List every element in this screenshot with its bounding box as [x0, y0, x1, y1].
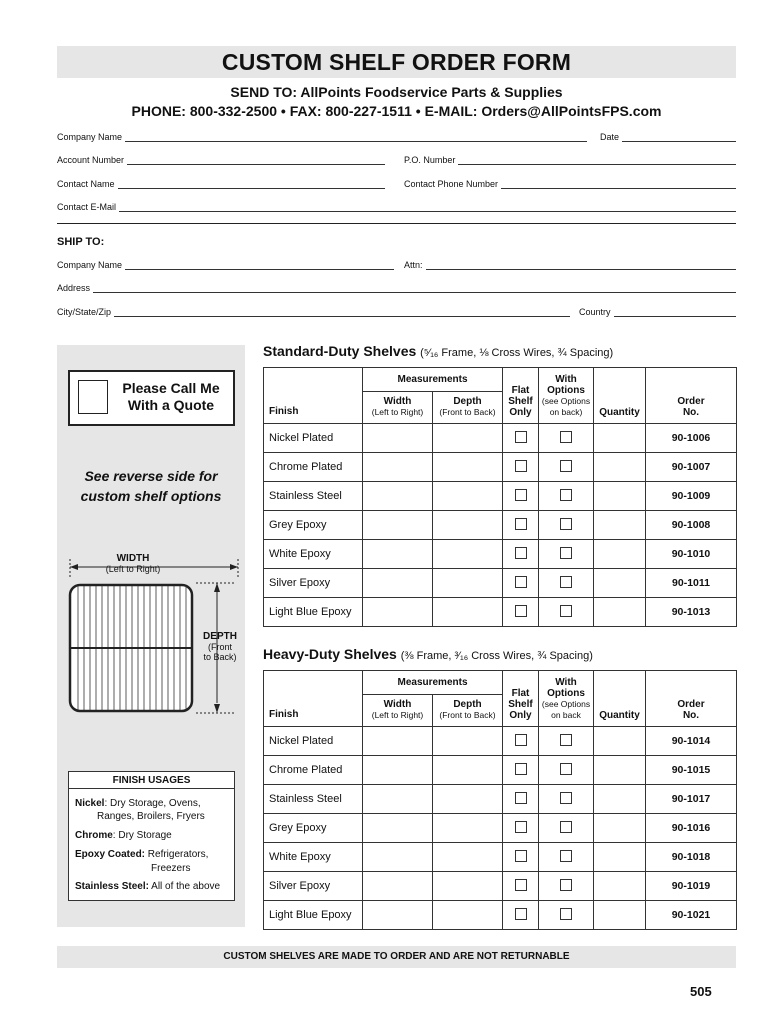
with-options-cell: [539, 540, 594, 569]
city-state-zip-label: City/State/Zip: [57, 307, 112, 317]
depth-cell[interactable]: [433, 872, 503, 901]
col-quantity: Quantity: [594, 368, 646, 424]
flat-shelf-cell: [503, 569, 539, 598]
flat-shelf-checkbox[interactable]: [515, 547, 527, 559]
reverse-line-1: See reverse side for: [84, 468, 218, 484]
depth-sub-label-2: to Back): [203, 652, 237, 662]
quote-line-2: With a Quote: [127, 397, 215, 413]
country-field[interactable]: [579, 305, 736, 317]
contact-email-field[interactable]: [57, 200, 736, 212]
col-order-no: [646, 368, 737, 424]
col-measurements: Measurements: [363, 368, 503, 392]
finish-cell: Light Blue Epoxy: [264, 598, 363, 627]
flat-shelf-checkbox[interactable]: [515, 460, 527, 472]
width-cell[interactable]: [363, 814, 433, 843]
quantity-cell[interactable]: [594, 424, 646, 453]
flat-shelf-checkbox[interactable]: [515, 821, 527, 833]
flat-shelf-checkbox[interactable]: [515, 850, 527, 862]
depth-cell[interactable]: [433, 727, 503, 756]
heavy-duty-title-text: Heavy-Duty Shelves: [263, 646, 397, 662]
quantity-cell[interactable]: [594, 540, 646, 569]
attn-field[interactable]: [404, 258, 736, 270]
address-field[interactable]: [57, 281, 736, 293]
with-options-cell: [539, 785, 594, 814]
col-width-sub: (Left to Right): [371, 710, 424, 720]
col-depth-text: Depth: [453, 699, 482, 710]
table-row: [264, 901, 737, 930]
table-row: [264, 756, 737, 785]
width-sub-label: (Left to Right): [105, 564, 161, 574]
quantity-cell[interactable]: [594, 511, 646, 540]
quantity-cell[interactable]: [594, 453, 646, 482]
nickel-usage-text: : Dry Storage, Ovens,: [104, 798, 201, 809]
standard-duty-title: [263, 343, 613, 359]
with-options-checkbox[interactable]: [560, 879, 572, 891]
with-options-checkbox[interactable]: [560, 547, 572, 559]
flat-shelf-checkbox[interactable]: [515, 489, 527, 501]
epoxy-usage-cont: Freezers: [151, 863, 191, 874]
quantity-cell[interactable]: [594, 814, 646, 843]
reverse-note: [62, 466, 240, 506]
flat-shelf-cell: [503, 511, 539, 540]
flat-shelf-cell: [503, 814, 539, 843]
ship-to-heading: SHIP TO:: [57, 236, 105, 248]
standard-duty-title-text: Standard-Duty Shelves: [263, 343, 417, 359]
width-cell[interactable]: [363, 598, 433, 627]
col-flat-shelf-1: Flat: [511, 385, 530, 396]
flat-shelf-checkbox[interactable]: [515, 518, 527, 530]
col-flat-shelf: [503, 368, 539, 424]
with-options-checkbox[interactable]: [560, 489, 572, 501]
order-number-cell: 90-1011: [646, 569, 737, 598]
finish-cell: Nickel Plated: [264, 727, 363, 756]
col-flat-shelf-1: Flat: [511, 688, 530, 699]
standard-duty-table: [263, 367, 737, 627]
contact-phone-line[interactable]: [501, 181, 736, 189]
po-number-label: P.O. Number: [404, 155, 456, 165]
flat-shelf-checkbox[interactable]: [515, 879, 527, 891]
order-number-cell: 90-1014: [646, 727, 737, 756]
epoxy-usage-label: Epoxy Coated:: [75, 849, 146, 860]
standard-duty-rows: [264, 424, 737, 627]
col-width: [363, 392, 433, 424]
col-finish: Finish: [264, 671, 363, 727]
table-row: [264, 511, 737, 540]
with-options-cell: [539, 569, 594, 598]
account-number-field[interactable]: [57, 153, 385, 165]
finish-cell: Stainless Steel: [264, 482, 363, 511]
account-number-label: Account Number: [57, 155, 125, 165]
width-cell[interactable]: [363, 540, 433, 569]
col-depth-sub: (Front to Back): [439, 407, 496, 417]
depth-label-text: DEPTH: [203, 631, 237, 642]
with-options-checkbox[interactable]: [560, 763, 572, 775]
quantity-cell[interactable]: [594, 843, 646, 872]
table-row: [264, 598, 737, 627]
col-measurements: Measurements: [363, 671, 503, 695]
flat-shelf-cell: [503, 598, 539, 627]
width-cell[interactable]: [363, 843, 433, 872]
with-options-cell: [539, 872, 594, 901]
finish-cell: Silver Epoxy: [264, 569, 363, 598]
order-number-cell: 90-1006: [646, 424, 737, 453]
finish-cell: Grey Epoxy: [264, 511, 363, 540]
flat-shelf-checkbox[interactable]: [515, 576, 527, 588]
depth-cell[interactable]: [433, 598, 503, 627]
quantity-cell[interactable]: [594, 482, 646, 511]
finish-usages-heading: FINISH USAGES: [68, 773, 235, 789]
company-name-field[interactable]: [57, 130, 587, 142]
reverse-line-2: custom shelf options: [80, 488, 222, 504]
depth-cell[interactable]: [433, 785, 503, 814]
col-quantity: Quantity: [594, 671, 646, 727]
company-name-label: Company Name: [57, 132, 123, 142]
depth-cell[interactable]: [433, 511, 503, 540]
table-row: [264, 540, 737, 569]
with-options-cell: [539, 843, 594, 872]
col-flat-shelf-3: Only: [509, 407, 532, 418]
attn-line[interactable]: [426, 262, 736, 270]
depth-cell[interactable]: [433, 901, 503, 930]
nickel-usage-label: Nickel: [75, 798, 105, 809]
width-cell[interactable]: [363, 424, 433, 453]
with-options-checkbox[interactable]: [560, 576, 572, 588]
flat-shelf-checkbox[interactable]: [515, 792, 527, 804]
heavy-duty-rows: [264, 727, 737, 930]
col-depth: [433, 392, 503, 424]
width-cell[interactable]: [363, 453, 433, 482]
depth-cell[interactable]: [433, 814, 503, 843]
finish-cell: Nickel Plated: [264, 424, 363, 453]
flat-shelf-cell: [503, 424, 539, 453]
table-row: [264, 814, 737, 843]
ship-company-field[interactable]: [57, 258, 394, 270]
contact-line: PHONE: 800-332-2500 • FAX: 800-227-1511 • E-MAIL: Orders@AllPointsFPS.com: [131, 103, 662, 119]
city-state-zip-field[interactable]: [57, 305, 570, 317]
quote-text: [110, 380, 232, 414]
depth-cell[interactable]: [433, 482, 503, 511]
col-depth-text: Depth: [453, 396, 482, 407]
order-number-cell: 90-1016: [646, 814, 737, 843]
depth-cell[interactable]: [433, 453, 503, 482]
width-cell[interactable]: [363, 872, 433, 901]
quantity-cell[interactable]: [594, 727, 646, 756]
finish-cell: Stainless Steel: [264, 785, 363, 814]
col-depth-sub: (Front to Back): [439, 710, 496, 720]
city-state-zip-line[interactable]: [114, 309, 570, 317]
depth-cell[interactable]: [433, 756, 503, 785]
with-options-checkbox[interactable]: [560, 908, 572, 920]
col-with-options-1: With Options: [547, 677, 585, 699]
order-number-cell: 90-1009: [646, 482, 737, 511]
chrome-usage: [75, 829, 172, 843]
col-finish: Finish: [264, 368, 363, 424]
col-with-options-3: on back): [549, 407, 583, 417]
order-number-cell: 90-1017: [646, 785, 737, 814]
with-options-cell: [539, 511, 594, 540]
width-cell[interactable]: [363, 569, 433, 598]
send-to-line: SEND TO: AllPoints Foodservice Parts & Supplies: [230, 84, 563, 100]
depth-cell[interactable]: [433, 843, 503, 872]
order-number-cell: 90-1015: [646, 756, 737, 785]
po-number-line[interactable]: [458, 157, 736, 165]
col-flat-shelf-2: Shelf: [508, 396, 533, 407]
table-row: [264, 424, 737, 453]
col-order-no: [646, 671, 737, 727]
page-title: CUSTOM SHELF ORDER FORM: [221, 49, 572, 75]
standard-duty-spec: (⁵⁄₁₆ Frame, ⅛ Cross Wires, ¾ Spacing): [420, 347, 614, 359]
depth-cell[interactable]: [433, 569, 503, 598]
order-number-cell: 90-1021: [646, 901, 737, 930]
col-width-text: Width: [383, 699, 412, 710]
with-options-cell: [539, 453, 594, 482]
address-label: Address: [57, 283, 91, 293]
ship-company-label: Company Name: [57, 260, 123, 270]
address-line[interactable]: [93, 285, 736, 293]
col-flat-shelf: [503, 671, 539, 727]
stainless-usage-label: Stainless Steel:: [75, 881, 149, 892]
flat-shelf-checkbox[interactable]: [515, 605, 527, 617]
table-row: [264, 482, 737, 511]
finish-cell: Grey Epoxy: [264, 814, 363, 843]
with-options-checkbox[interactable]: [560, 460, 572, 472]
chrome-usage-text: : Dry Storage: [112, 830, 172, 841]
quantity-cell[interactable]: [594, 901, 646, 930]
flat-shelf-checkbox[interactable]: [515, 908, 527, 920]
country-label: Country: [579, 307, 611, 317]
col-with-options: [539, 671, 594, 727]
depth-label: [196, 631, 244, 662]
col-with-options-2: (see Options: [541, 396, 591, 406]
with-options-checkbox[interactable]: [560, 850, 572, 862]
quantity-cell[interactable]: [594, 569, 646, 598]
table-row: [264, 569, 737, 598]
quantity-cell[interactable]: [594, 872, 646, 901]
flat-shelf-cell: [503, 872, 539, 901]
col-depth: [433, 695, 503, 727]
attn-label: Attn:: [404, 260, 423, 270]
width-cell[interactable]: [363, 901, 433, 930]
contact-name-field[interactable]: [57, 177, 385, 189]
col-with-options-1: With Options: [547, 374, 585, 396]
contact-name-line[interactable]: [118, 181, 385, 189]
nickel-usage-cont: Ranges, Broilers, Fryers: [97, 811, 205, 822]
with-options-cell: [539, 424, 594, 453]
flat-shelf-cell: [503, 785, 539, 814]
po-number-field[interactable]: [404, 153, 736, 165]
col-width-text: Width: [383, 396, 412, 407]
col-order-no-2: No.: [682, 710, 700, 721]
finish-cell: Chrome Plated: [264, 453, 363, 482]
flat-shelf-cell: [503, 453, 539, 482]
heavy-duty-title: [263, 646, 593, 662]
epoxy-usage: [75, 848, 208, 862]
depth-cell[interactable]: [433, 424, 503, 453]
flat-shelf-cell: [503, 727, 539, 756]
width-cell[interactable]: [363, 785, 433, 814]
col-with-options-2: (see Options: [541, 699, 591, 709]
date-label: Date: [600, 132, 620, 142]
col-width-sub: (Left to Right): [371, 407, 424, 417]
ship-company-line[interactable]: [125, 262, 394, 270]
table-row: [264, 872, 737, 901]
order-number-cell: 90-1008: [646, 511, 737, 540]
stainless-usage-text: All of the above: [148, 881, 221, 892]
with-options-cell: [539, 482, 594, 511]
company-name-line[interactable]: [125, 134, 587, 142]
flat-shelf-cell: [503, 540, 539, 569]
page-number: 505: [690, 984, 712, 999]
finish-cell: Chrome Plated: [264, 756, 363, 785]
heavy-duty-table: [263, 670, 737, 930]
contact-phone-field[interactable]: [404, 177, 736, 189]
call-me-checkbox[interactable]: [78, 380, 108, 414]
with-options-cell: [539, 814, 594, 843]
with-options-checkbox[interactable]: [560, 792, 572, 804]
with-options-checkbox[interactable]: [560, 431, 572, 443]
table-row: [264, 785, 737, 814]
stainless-usage: [75, 880, 220, 894]
finish-cell: Light Blue Epoxy: [264, 901, 363, 930]
table-row: [264, 843, 737, 872]
country-line[interactable]: [614, 309, 736, 317]
with-options-checkbox[interactable]: [560, 518, 572, 530]
date-field[interactable]: [600, 130, 736, 142]
flat-shelf-checkbox[interactable]: [515, 763, 527, 775]
quantity-cell[interactable]: [594, 598, 646, 627]
flat-shelf-cell: [503, 756, 539, 785]
order-number-cell: 90-1018: [646, 843, 737, 872]
finish-cell: Silver Epoxy: [264, 872, 363, 901]
finish-cell: White Epoxy: [264, 843, 363, 872]
quote-line-1: Please Call Me: [122, 380, 220, 396]
depth-sub-label-1: (Front: [207, 642, 232, 652]
order-number-cell: 90-1019: [646, 872, 737, 901]
with-options-cell: [539, 598, 594, 627]
col-flat-shelf-3: Only: [509, 710, 532, 721]
width-cell[interactable]: [363, 511, 433, 540]
width-cell[interactable]: [363, 482, 433, 511]
finish-cell: White Epoxy: [264, 540, 363, 569]
flat-shelf-cell: [503, 843, 539, 872]
flat-shelf-cell: [503, 482, 539, 511]
col-order-no-2: No.: [682, 407, 700, 418]
quantity-cell[interactable]: [594, 756, 646, 785]
order-number-cell: 90-1007: [646, 453, 737, 482]
flat-shelf-checkbox[interactable]: [515, 734, 527, 746]
with-options-cell: [539, 727, 594, 756]
with-options-checkbox[interactable]: [560, 734, 572, 746]
col-order-no-1: Order: [677, 699, 705, 710]
quantity-cell[interactable]: [594, 785, 646, 814]
contact-name-label: Contact Name: [57, 179, 115, 189]
heavy-duty-spec: (⅜ Frame, ³⁄₁₆ Cross Wires, ¾ Spacing): [400, 650, 593, 662]
width-label-text: WIDTH: [116, 553, 150, 564]
col-flat-shelf-2: Shelf: [508, 699, 533, 710]
col-order-no-1: Order: [677, 396, 705, 407]
width-cell[interactable]: [363, 727, 433, 756]
order-number-cell: 90-1010: [646, 540, 737, 569]
contact-phone-label: Contact Phone Number: [404, 179, 499, 189]
contact-email-label: Contact E-Mail: [57, 202, 117, 212]
col-with-options: [539, 368, 594, 424]
epoxy-usage-text: Refrigerators,: [145, 849, 209, 860]
col-with-options-3: on back: [551, 710, 581, 720]
table-row: [264, 453, 737, 482]
with-options-checkbox[interactable]: [560, 605, 572, 617]
nickel-usage: [75, 797, 201, 811]
contact-email-line[interactable]: [119, 204, 736, 212]
with-options-cell: [539, 756, 594, 785]
date-line[interactable]: [622, 134, 736, 142]
col-width: [363, 695, 433, 727]
account-number-line[interactable]: [127, 157, 385, 165]
flat-shelf-cell: [503, 901, 539, 930]
not-returnable-notice: CUSTOM SHELVES ARE MADE TO ORDER AND ARE NOT RETURNABLE: [223, 951, 570, 962]
order-number-cell: 90-1013: [646, 598, 737, 627]
flat-shelf-checkbox[interactable]: [515, 431, 527, 443]
width-cell[interactable]: [363, 756, 433, 785]
section-divider: [57, 223, 736, 224]
depth-cell[interactable]: [433, 540, 503, 569]
chrome-usage-label: Chrome: [75, 830, 113, 841]
table-row: [264, 727, 737, 756]
with-options-cell: [539, 901, 594, 930]
with-options-checkbox[interactable]: [560, 821, 572, 833]
